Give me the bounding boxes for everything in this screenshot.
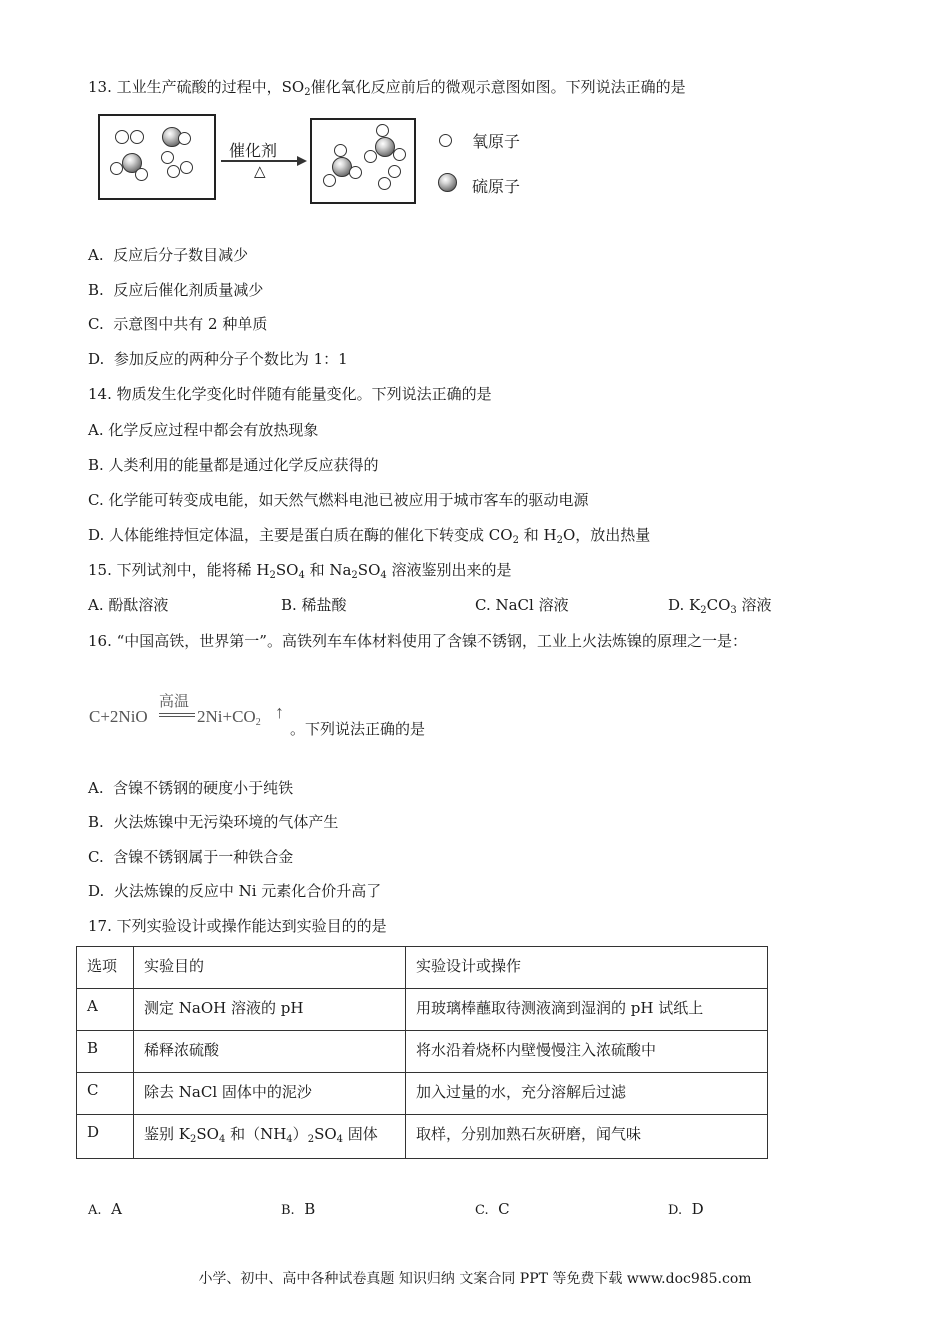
oxygen-atom (364, 150, 377, 163)
oxygen-atom (167, 165, 180, 178)
oxygen-atom (393, 148, 406, 161)
table-row (77, 1073, 768, 1115)
q14-option-c: C. 化学能可转变成电能，如天然气燃料电池已被应用于城市客车的驱动电源 (88, 491, 589, 509)
table-cell: 测定 NaOH 溶液的 pH (134, 989, 406, 1031)
q14-option-b: B. 人类利用的能量都是通过化学反应获得的 (88, 456, 379, 474)
catalyst-label: 催化剂 (229, 141, 278, 160)
q17-answer-b: B. B (281, 1200, 316, 1218)
equation-bar (159, 713, 195, 714)
q16-option-c: C. 含镍不锈钢属于一种铁合金 (88, 848, 294, 866)
oxygen-atom (378, 177, 391, 190)
q13-stem: 13. 工业生产硫酸的过程中，$SO_2$催化氧化反应前后的微观示意图如图。下列说法正确的是 (88, 78, 686, 98)
equation-bar (159, 716, 195, 717)
table-row (77, 1115, 768, 1159)
oxygen-atom (178, 132, 191, 145)
arrow-head-icon (297, 156, 307, 166)
oxygen-atom (388, 165, 401, 178)
q15-option-b: B. 稀盐酸 (281, 596, 347, 614)
q16-option-d: D. 火法炼镍的反应中 Ni 元素化合价升高了 (88, 882, 382, 900)
legend-sulfur-icon (438, 173, 457, 192)
oxygen-atom (135, 168, 148, 181)
q16-stem: 16. “中国高铁，世界第一”。高铁列车车体材料使用了含镍不锈钢，工业上火法炼镍的原理之一是： (88, 632, 747, 650)
q14-stem: 14. 物质发生化学变化时伴随有能量变化。下列说法正确的是 (88, 385, 492, 403)
oxygen-atom (115, 130, 129, 144)
table-cell: 将水沿着烧杯内壁慢慢注入浓硫酸中 (406, 1031, 768, 1073)
q13-option-a: A. 反应后分子数目减少 (88, 246, 249, 264)
table-cell: C (77, 1073, 134, 1115)
product-box (310, 118, 416, 204)
table-header: 实验目的 (134, 947, 406, 989)
q17-table (76, 946, 768, 1159)
oxygen-atom (161, 151, 174, 164)
q17-answer-d: D. D (668, 1200, 704, 1218)
table-header: 选项 (77, 947, 134, 989)
q13-option-d: D. 参加反应的两种分子个数比为 1：1 (88, 350, 348, 368)
table-cell: B (77, 1031, 134, 1073)
q16-option-a: A. 含镍不锈钢的硬度小于纯铁 (88, 779, 294, 797)
table-cell: 稀释浓硫酸 (134, 1031, 406, 1073)
table-header-row (77, 947, 768, 989)
q16-option-b: B. 火法炼镍中无污染环境的气体产生 (88, 813, 339, 831)
oxygen-atom (323, 174, 336, 187)
table-cell: 鉴别 $K_2SO_4$ 和$(NH_4)_2SO_4$ 固体 (134, 1115, 406, 1159)
equation-tail: 。下列说法正确的是 (290, 720, 426, 738)
heat-symbol: △ (254, 162, 266, 180)
table-header: 实验设计或操作 (406, 947, 768, 989)
page-footer[interactable]: 小学、初中、高中各种试卷真题 知识归纳 文案合同 PPT 等免费下载 www.doc985.com (198, 1271, 752, 1287)
q17-answer-a: A. A (88, 1200, 122, 1218)
q15-option-c: C. NaCl 溶液 (475, 596, 569, 614)
q13-option-b: B. 反应后催化剂质量减少 (88, 281, 264, 299)
q17-stem: 17. 下列实验设计或操作能达到实验目的的是 (88, 917, 387, 935)
oxygen-atom (334, 144, 347, 157)
legend-oxygen-icon (439, 134, 452, 147)
reactant-box (98, 114, 216, 200)
oxygen-atom (349, 166, 362, 179)
oxygen-atom (376, 124, 389, 137)
q15-option-a: A. 酚酞溶液 (88, 596, 169, 614)
equation-condition: 高温 (159, 692, 190, 710)
q17-answer-c: C. C (475, 1200, 510, 1218)
q13-option-c: C. 示意图中共有 2 种单质 (88, 315, 268, 333)
q15-option-d: D. $K_2CO_3$ 溶液 (668, 596, 772, 616)
table-row (77, 989, 768, 1031)
sulfur-atom (375, 137, 395, 157)
equation-right: $2Ni+CO_2$ (197, 707, 261, 728)
q15-stem: 15. 下列试剂中，能将稀 $H_2SO_4$ 和 $Na_2SO_4$ 溶液鉴别出来的是 (88, 561, 512, 581)
table-row (77, 1031, 768, 1073)
q14-option-d: D. 人体能维持恒定体温，主要是蛋白质在酶的催化下转变成 $CO_2$ 和 $H_2O$，放出热量 (88, 526, 651, 546)
oxygen-atom (180, 161, 193, 174)
legend-oxygen-label: 氧原子 (472, 132, 521, 151)
table-cell: D (77, 1115, 134, 1159)
table-cell: 用玻璃棒蘸取待测液滴到湿润的 pH 试纸上 (406, 989, 768, 1031)
legend-sulfur-label: 硫原子 (472, 177, 521, 196)
equation-left: C+2NiO (89, 707, 148, 726)
oxygen-atom (130, 130, 144, 144)
table-cell: 除去 NaCl 固体中的泥沙 (134, 1073, 406, 1115)
gas-arrow-icon: ↑ (275, 702, 284, 722)
table-cell: A (77, 989, 134, 1031)
table-cell: 加入过量的水，充分溶解后过滤 (406, 1073, 768, 1115)
oxygen-atom (110, 162, 123, 175)
table-cell: 取样，分别加熟石灰研磨，闻气味 (406, 1115, 768, 1159)
q14-option-a: A. 化学反应过程中都会有放热现象 (88, 421, 319, 439)
